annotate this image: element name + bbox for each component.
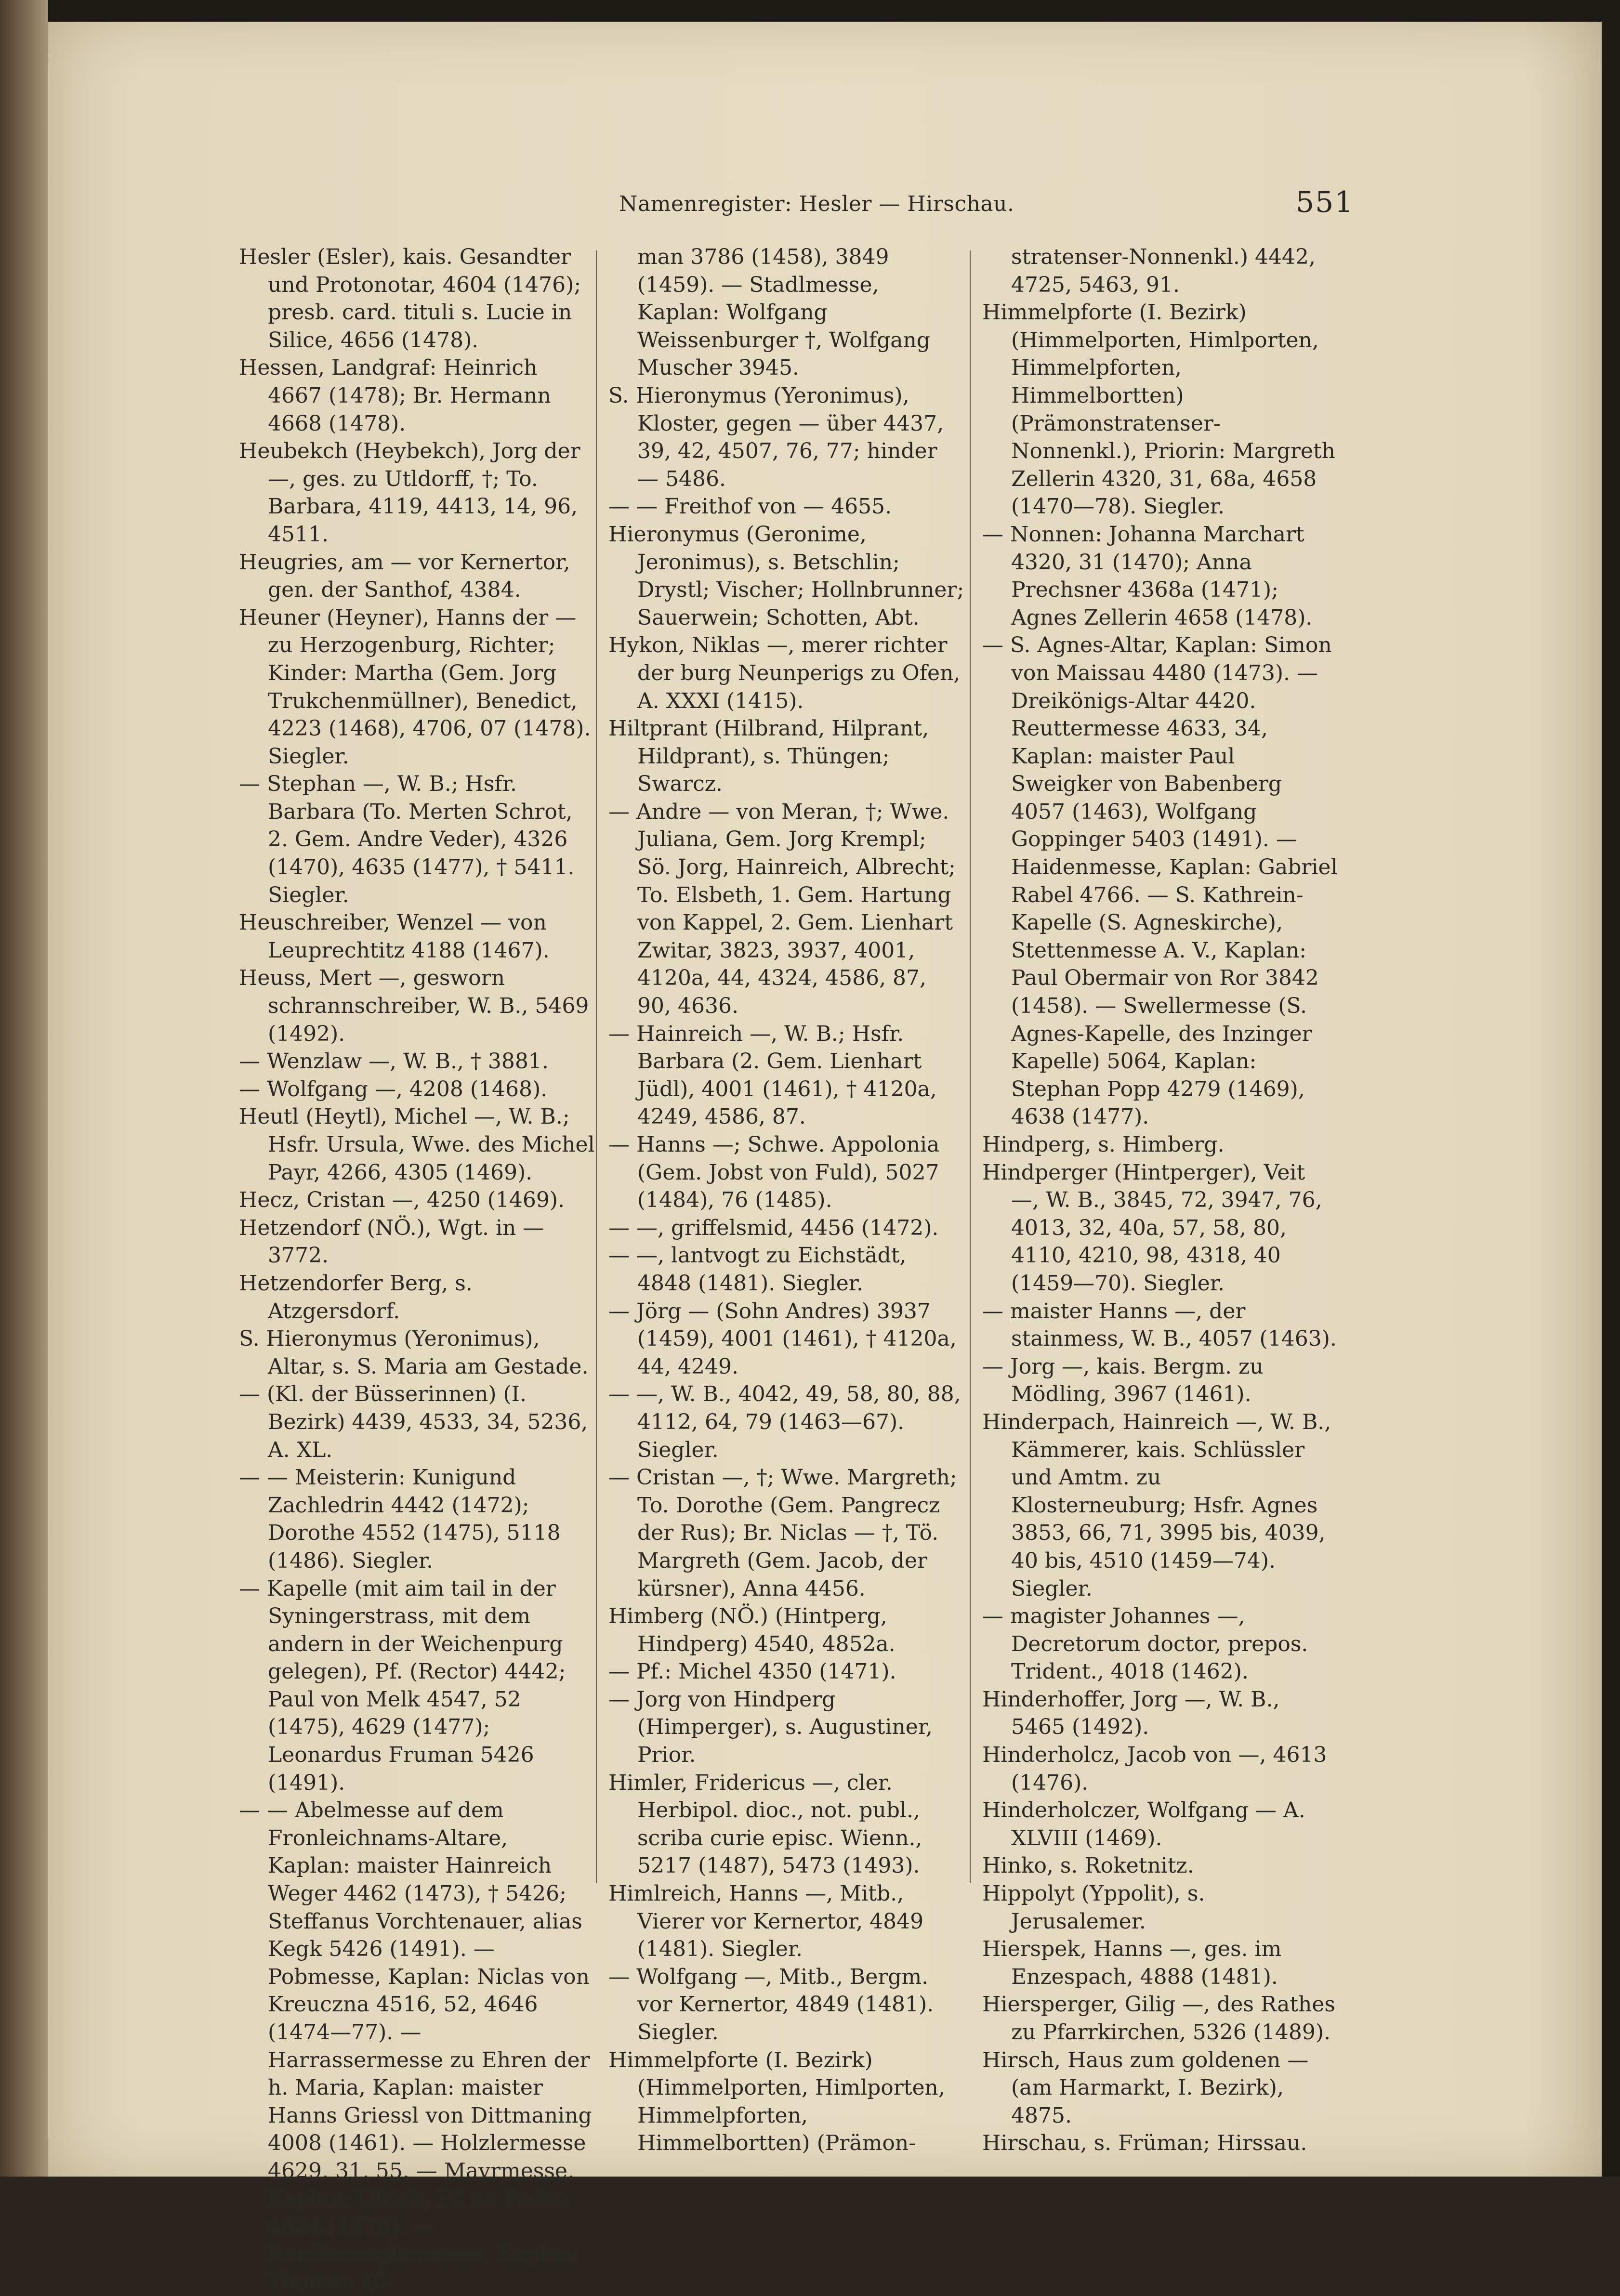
index-entry: — Jörg — (Sohn Andres) 3937 (1459), 4001 (1461), † 4120a, 44, 4249.: [608, 1299, 957, 1379]
index-entry: Himberg (NÖ.) (Hintperg, Hindperg) 4540, 4852a.: [608, 1604, 896, 1656]
index-entry: Hindperg, s. Himberg.: [982, 1132, 1225, 1157]
index-entry: S. Hieronymus (Yeronimus), Altar, s. S. Maria am Gestade.: [239, 1326, 589, 1379]
index-entry: — Kapelle (mit aim tail in der Syningerstrass, mit dem andern in der Weichenpurg gelegen), Pf. (Rector) 4442; Paul von Melk 4547, 52 (1475), 4629 (1477); Leonardus Fruman 5426 (1491).: [239, 1576, 566, 1795]
index-entry: — Hainreich —, W. B.; Hsfr. Barbara (2. Gem. Lienhart Jüdl), 4001 (1461), † 4120a, 4249, 4586, 87.: [608, 1021, 937, 1129]
index-entry: Hesler (Esler), kais. Gesandter und Protonotar, 4604 (1476); presb. card. tituli s. Lucie in Silice, 4656 (1478).: [239, 245, 581, 353]
index-entry: Himler, Fridericus —, cler. Herbipol. dioc., not. publ., scriba curie episc. Wienn., 5217 (1487), 5473 (1493).: [608, 1770, 922, 1878]
index-entry: Hecz, Cristan —, 4250 (1469).: [239, 1188, 565, 1213]
index-entry: — — Abelmesse auf dem Fronleichnams-Altare, Kaplan: maister Hainreich Weger 4462 (1473), † 5426; Steffanus Vorchtenauer, alias Kegk 5426 (1491). — Pobmesse, Kaplan: Niclas von Kreuczna 4516, 52, 4646 (1474—77). — Harrassermesse zu Ehren der h. Maria, Kaplan: maister Hanns Griessl von Dittmaning 4008 (1461). — Holzlermesse 4629, 31, 55. — Mayrmesse, Kaplan: Ulrich, Pf. zu Paden 4624 (1476). — Rauffenvoglinmesse, Kaplan: Thoman Ul-: [239, 1798, 592, 2295]
index-entry: Hiersperger, Gilig —, des Rathes zu Pfarrkirchen, 5326 (1489).: [982, 1992, 1335, 2045]
index-entry: Heutl (Heytl), Michel —, W. B.; Hsfr. Ursula, Wwe. des Michel Payr, 4266, 4305 (1469).: [239, 1104, 595, 1185]
index-entry: Hinderpach, Hainreich —, W. B., Kämmerer, kais. Schlüssler und Amtm. zu Klosterneuburg; Hsfr. Agnes 3853, 66, 71, 3995 bis, 4039, 40 bis, 4510 (1459—74). Siegler.: [982, 1409, 1331, 1601]
index-entry: — —, griffelsmid, 4456 (1472).: [608, 1215, 939, 1240]
index-entry: — Pf.: Michel 4350 (1471).: [608, 1659, 896, 1684]
index-entry: Hindperger (Hintperger), Veit —, W. B., 3845, 72, 3947, 76, 4013, 32, 40a, 57, 58, 80, 4110, 4210, 98, 4318, 40 (1459—70). Siegler.: [982, 1160, 1322, 1296]
index-entry: — magister Johannes —, Decretorum doctor, prepos. Trident., 4018 (1462).: [982, 1604, 1308, 1684]
index-entry: Hinko, s. Roketnitz.: [982, 1853, 1194, 1878]
column-2: [608, 243, 965, 2157]
index-entry: Hirschau, s. Früman; Hirssau.: [982, 2131, 1307, 2156]
index-entry: S. Hieronymus (Yeronimus), Kloster, gegen — über 4437, 39, 42, 4507, 76, 77; hinder — 5486.: [608, 383, 944, 491]
index-entry: — Wenzlaw —, W. B., † 3881.: [239, 1049, 549, 1074]
index-entry-continued: stratenser-Nonnenkl.) 4442, 4725, 5463, 91.: [1011, 245, 1316, 297]
index-entry: — —, W. B., 4042, 49, 58, 80, 88, 4112, 64, 79 (1463—67). Siegler.: [608, 1382, 961, 1462]
page-number: 551: [1296, 185, 1354, 219]
index-entry: Hetzendorf (NÖ.), Wgt. in — 3772.: [239, 1215, 544, 1268]
index-entry: Himlreich, Hanns —, Mitb., Vierer vor Kernertor, 4849 (1481). Siegler.: [608, 1881, 924, 1962]
index-entry: Himmelpforte (I. Bezirk) (Himmelporten, Himlporten, Himmelpforten, Himmelbortten) (Prämon-: [608, 2047, 945, 2156]
index-entry: Hiltprant (Hilbrand, Hilprant, Hildprant), s. Thüngen; Swarcz.: [608, 716, 929, 797]
book-spine: [0, 0, 48, 2177]
index-entry: — Andre — von Meran, †; Wwe. Juliana, Gem. Jorg Krempl; Sö. Jorg, Hainreich, Albrecht; To. Elsbeth, 1. Gem. Hartung von Kappel, 2. Gem. Lienhart Zwitar, 3823, 3937, 4001, 4120a, 44, 4324, 4586, 87, 90, 4636.: [608, 799, 956, 1019]
index-entry: — Jorg von Hindperg (Himperger), s. Augustiner, Prior.: [608, 1687, 933, 1768]
index-entry: Heuschreiber, Wenzel — von Leuprechtitz 4188 (1467).: [239, 910, 550, 963]
index-entry: Hinderholczer, Wolfgang — A. XLVIII (1469).: [982, 1798, 1305, 1850]
index-entry: Hetzendorfer Berg, s. Atzgersdorf.: [239, 1271, 473, 1324]
index-entry: Heuner (Heyner), Hanns der — zu Herzogenburg, Richter; Kinder: Martha (Gem. Jorg Trukchenmüllner), Benedict, 4223 (1468), 4706, 07 (1478). Siegler.: [239, 605, 591, 769]
column-3: [982, 243, 1339, 2157]
column-divider: [596, 250, 597, 1883]
index-entry: Hinderhoffer, Jorg —, W. B., 5465 (1492).: [982, 1687, 1280, 1740]
index-entry: — maister Hanns —, der stainmess, W. B., 4057 (1463).: [982, 1299, 1337, 1351]
index-entry: — —, lantvogt zu Eichstädt, 4848 (1481). Siegler.: [608, 1243, 907, 1296]
index-entry-continued: man 3786 (1458), 3849 (1459). — Stadlmesse, Kaplan: Wolfgang Weissenburger †, Wolfgang Muscher 3945.: [637, 245, 931, 380]
running-title: Namenregister: Hesler — Hirschau.: [619, 192, 1014, 216]
index-entry: — Wolfgang —, 4208 (1468).: [239, 1076, 548, 1102]
index-entry: — Jorg —, kais. Bergm. zu Mödling, 3967 (1461).: [982, 1354, 1264, 1407]
index-entry: Hessen, Landgraf: Heinrich 4667 (1478); Br. Hermann 4668 (1478).: [239, 355, 551, 436]
index-entry: — Stephan —, W. B.; Hsfr. Barbara (To. Merten Schrot, 2. Gem. Andre Veder), 4326 (1470), 4635 (1477), † 5411. Siegler.: [239, 772, 575, 907]
index-entry: — Cristan —, †; Wwe. Margreth; To. Dorothe (Gem. Pangrecz der Rus); Br. Niclas — †, Tö. Margreth (Gem. Jacob, der kürsner), Anna 4456.: [608, 1465, 957, 1601]
index-entry: Hippolyt (Yppolit), s. Jerusalemer.: [982, 1881, 1205, 1934]
column-1: [239, 243, 595, 2296]
index-entry: — (Kl. der Büsserinnen) (I. Bezirk) 4439, 4533, 34, 5236, A. XL.: [239, 1382, 588, 1462]
index-entry: Hirsch, Haus zum goldenen — (am Harmarkt, I. Bezirk), 4875.: [982, 2047, 1309, 2128]
index-entry: — Hanns —; Schwe. Appolonia (Gem. Jobst von Fuld), 5027 (1484), 76 (1485).: [608, 1132, 940, 1213]
index-entry: Hierspek, Hanns —, ges. im Enzespach, 4888 (1481).: [982, 1937, 1282, 1989]
index-entry: Hinderholcz, Jacob von —, 4613 (1476).: [982, 1743, 1327, 1795]
index-entry: Himmelpforte (I. Bezirk) (Himmelporten, Himlporten, Himmelpforten, Himmelbortten) (Prämonstratenser-Nonnenkl.), Priorin: Margreth Zellerin 4320, 31, 68a, 4658 (1470—78). Siegler.: [982, 300, 1335, 519]
index-entry: — Nonnen: Johanna Marchart 4320, 31 (1470); Anna Prechsner 4368a (1471); Agnes Zellerin 4658 (1478).: [982, 522, 1313, 630]
index-entry: — — Meisterin: Kunigund Zachledrin 4442 (1472); Dorothe 4552 (1475), 5118 (1486). Siegler.: [239, 1465, 561, 1573]
index-entry: Heugries, am — vor Kernertor, gen. der Santhof, 4384.: [239, 550, 570, 603]
index-entry: Heubekch (Heybekch), Jorg der —, ges. zu Utldorff, †; To. Barbara, 4119, 4413, 14, 96, 4511.: [239, 439, 580, 547]
index-entry: — S. Agnes-Altar, Kaplan: Simon von Maissau 4480 (1473). — Dreikönigs-Altar 4420. Reuttermesse 4633, 34, Kaplan: maister Paul Sweigker von Babenberg 4057 (1463), Wolfgang Goppinger 5403 (1491). — Haidenmesse, Kaplan: Gabriel Rabel 4766. — S. Kathrein-Kapelle (S. Agneskirche), Stettenmesse A. V., Kaplan: Paul Obermair von Ror 3842 (1458). — Swellermesse (S. Agnes-Kapelle, des Inzinger Kapelle) 5064, Kaplan: Stephan Popp 4279 (1469), 4638 (1477).: [982, 633, 1338, 1129]
index-entry: — Wolfgang —, Mitb., Bergm. vor Kernertor, 4849 (1481). Siegler.: [608, 1964, 934, 2045]
index-entry: Hykon, Niklas —, merer richter der burg Neunperigs zu Ofen, A. XXXI (1415).: [608, 633, 961, 713]
index-entry: Hieronymus (Geronime, Jeronimus), s. Betschlin; Drystl; Vischer; Hollnbrunner; Sauerwein; Schotten, Abt.: [608, 522, 964, 630]
index-entry: — — Freithof von — 4655.: [608, 494, 892, 519]
column-divider: [970, 250, 971, 1883]
index-entry: Heuss, Mert —, gesworn schrannschreiber, W. B., 5469 (1492).: [239, 966, 589, 1046]
